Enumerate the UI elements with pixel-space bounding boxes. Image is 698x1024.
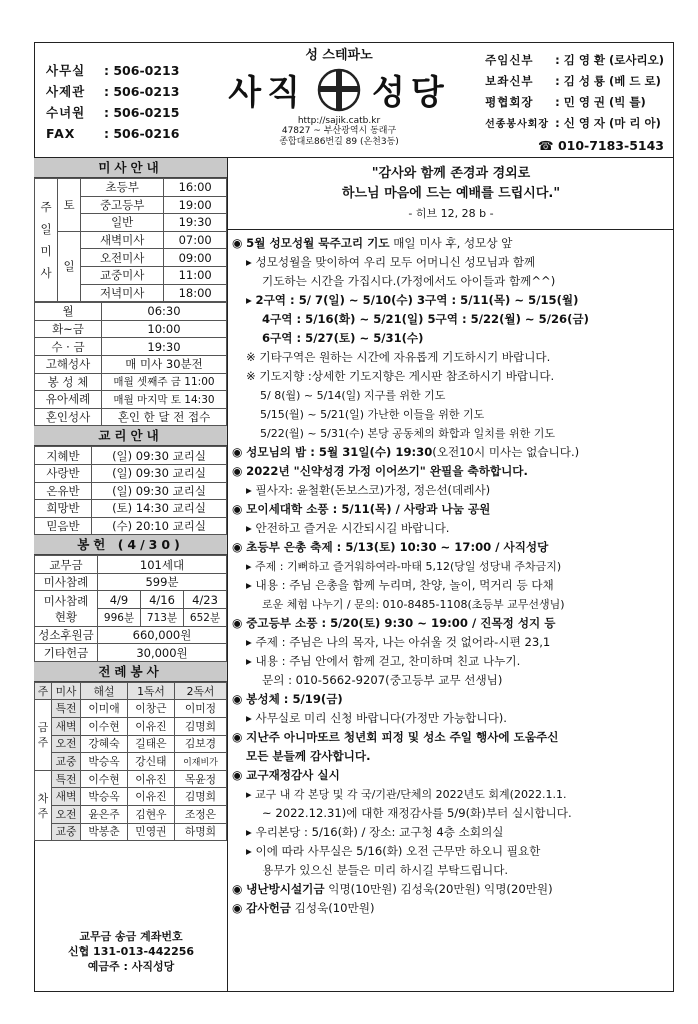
notice-line: 용무가 있으신 분들은 미리 하시길 부탁드립니다.: [262, 863, 509, 877]
bank-account: 신협 131-013-442256: [67, 945, 195, 958]
mass-slot: 특전: [52, 770, 81, 788]
attendance-date: 4/9: [98, 591, 141, 609]
sacrament-name: 혼인성사: [35, 408, 102, 426]
sunday-label: 일: [58, 231, 81, 301]
church-name: 사직 성당: [194, 65, 484, 114]
bullet-icon: ◉: [232, 882, 243, 896]
attendance-date: 4/23: [184, 591, 227, 609]
staff-list: [485, 50, 664, 156]
server-name: 이미정: [174, 700, 226, 718]
mass-name: 일반: [81, 214, 164, 232]
notice-line: 5/22(월) ~ 5/31(수) 본당 공동체의 화합과 일치를 위한 기도: [260, 427, 556, 440]
class-time: (일) 09:30 교리실: [92, 447, 227, 465]
staff-pastor: 주임신부 : 김 영 환 (로사리오): [485, 53, 664, 67]
notice-line: ▸ 사무실로 미리 신청 바랍니다(가정만 가능합니다).: [246, 711, 507, 725]
notice-line: ▸ 성모성월을 맞이하여 우리 모두 어머니신 성모님과 함께: [246, 255, 536, 269]
notice-mary-night: ◉ 성모님의 밤 : 5월 31일(수) 19:30(오전10시 미사는 없습니다.): [232, 445, 580, 459]
server-name: 길태은: [127, 735, 174, 753]
church-subtitle: 성 스테파노: [305, 48, 373, 63]
server-name: 박승옥: [81, 788, 128, 806]
offering-value: 599분: [98, 573, 227, 591]
notice-line: 5/ 8(월) ~ 5/14(일) 지구를 위한 기도: [260, 389, 446, 402]
main-content: [228, 158, 674, 992]
class-name: 사랑반: [35, 464, 92, 482]
mass-time: 11:00: [164, 266, 227, 284]
service-table: [34, 682, 227, 841]
catechism-heading: 교리안내: [34, 426, 227, 446]
bullet-icon: ◉: [232, 236, 243, 250]
mass-time: 19:30: [164, 214, 227, 232]
mass-slot: 오전: [52, 806, 81, 824]
contact-fax: FAX : 506-0216: [46, 126, 180, 141]
offering-value: 30,000원: [98, 644, 227, 662]
bullet-icon: ◉: [232, 692, 243, 706]
bullet-icon: ◉: [232, 730, 243, 744]
bank-holder: 예금주 : 사직성당: [87, 960, 175, 973]
staff-assistant: 보좌신부 : 김 성 룡 (베 드 로): [485, 74, 661, 88]
notice-line: ▸ 주제 : 기뻐하고 즐거워하여라-마태 5,12(당일 성당내 주차금지): [246, 560, 562, 573]
server-name: 강신태: [127, 753, 174, 771]
address-line-2: 종합대로86번길 89 (온천3동): [279, 137, 399, 147]
offering-label: 기타헌금: [35, 644, 98, 662]
server-name: 윤은주: [81, 806, 128, 824]
saturday-label: 토: [58, 179, 81, 232]
notice-line: ▸ 내용 : 주님 안에서 함께 걷고, 찬미하며 친교 나누기.: [246, 654, 521, 668]
notice-moise: ◉ 모이세대학 소풍 : 5/11(목) / 사랑과 나눔 공원: [232, 502, 491, 516]
notice-line: 모든 분들께 감사합니다.: [246, 749, 371, 763]
service-col: 주: [35, 682, 52, 700]
weekday-time: 10:00: [102, 320, 227, 338]
attendance-status-label: 미사참례 현황: [35, 591, 98, 626]
mass-time: 16:00: [164, 179, 227, 197]
this-week-label: 금주: [35, 700, 52, 770]
phone-number: ☎ 010-7183-5143: [538, 138, 664, 153]
offering-label: 교무금: [35, 556, 98, 574]
class-name: 지혜반: [35, 447, 92, 465]
header: [34, 42, 674, 158]
offering-label: 성소후원금: [35, 626, 98, 644]
notice-rosary: ◉ 5월 성모성월 묵주고리 기도 매일 미사 후, 성모상 앞: [232, 236, 513, 250]
offering-label: 미사참례: [35, 573, 98, 591]
bullet-icon: ◉: [232, 901, 243, 915]
address-line-1: 47827 ~ 부산광역시 동래구: [281, 126, 397, 136]
notice-line: 기도하는 시간을 가집시다.(가정에서도 아이들과 함께^^): [262, 274, 556, 288]
quote-line: 하느님 마음에 드는 예배를 드립시다.": [341, 186, 561, 201]
server-name: 이창근: [127, 700, 174, 718]
notice-line: ▸ 필사자: 윤철환(돈보스코)가정, 정은선(데레사): [246, 483, 491, 497]
quote-line: "감사와 함께 존경과 경외로: [371, 166, 531, 181]
service-heading: 전례봉사: [34, 662, 227, 682]
notice-line: 문의 : 010-5662-9207(중고등부 교무 선생님): [262, 673, 503, 687]
mass-slot: 오전: [52, 735, 81, 753]
bullet-icon: ◉: [232, 540, 243, 554]
server-name: 김명희: [174, 718, 226, 736]
server-name: 조정은: [174, 806, 226, 824]
mass-name: 오전미사: [81, 249, 164, 267]
contact-list: [46, 60, 179, 144]
weekday-time: 19:30: [102, 338, 227, 356]
offering-heading: 봉헌 (4/30): [34, 535, 227, 555]
mass-slot: 교중: [52, 753, 81, 771]
staff-council: 평협회장 : 민 영 권 (빅 틀): [485, 95, 646, 109]
mass-name: 교중미사: [81, 266, 164, 284]
service-col: 2독서: [174, 682, 226, 700]
notice-line: 4구역 : 5/16(화) ~ 5/21(일) 5구역 : 5/22(월) ~ 5/26(금): [262, 312, 589, 326]
service-col: 미사: [52, 682, 81, 700]
notice-line: ▸ 안전하고 즐거운 시간되시길 바랍니다.: [246, 521, 450, 535]
server-name: 민영권: [127, 823, 174, 841]
class-name: 희망반: [35, 500, 92, 518]
class-time: (일) 09:30 교리실: [92, 482, 227, 500]
notice-hvac-fund: ◉ 냉난방시설기금 익명(10만원) 김성욱(20만원) 익명(20만원): [232, 882, 553, 896]
bullet-icon: ◉: [232, 445, 243, 459]
notice-youth: ◉ 중고등부 소풍 : 5/20(토) 9:30 ~ 19:00 / 진목정 성지 등: [232, 616, 556, 630]
scripture-quote: [228, 158, 674, 230]
sidebar: [34, 158, 228, 992]
bullet-icon: ◉: [232, 502, 243, 516]
notice-line: ▸ 교구 내 각 본당 및 각 국/기관/단체의 2022년도 회계(2022.1.1.: [246, 788, 567, 801]
notice-audit: ◉ 교구재정감사 실시: [232, 768, 340, 782]
service-col: 1독서: [127, 682, 174, 700]
catechism-table: [34, 446, 227, 535]
server-name: 이수현: [81, 770, 128, 788]
attendance-count: 652분: [184, 609, 227, 627]
notice-line: ▸ 우리본당 : 5/16(화) / 장소: 교구청 4층 소회의실: [246, 825, 504, 839]
bullet-icon: ◉: [232, 464, 243, 478]
notice-elementary: ◉ 초등부 은총 축제 : 5/13(토) 10:30 ~ 17:00 / 사직성당: [232, 540, 549, 554]
bank-title: 교무금 송금 계좌번호: [79, 930, 183, 943]
website-link[interactable]: http://sajik.catb.kr: [297, 116, 381, 126]
mass-name: 초등부: [81, 179, 164, 197]
class-time: (토) 14:30 교리실: [92, 500, 227, 518]
offering-value: 660,000원: [98, 626, 227, 644]
server-name: 강혜숙: [81, 735, 128, 753]
server-name: 목윤정: [174, 770, 226, 788]
weekday-name: 수 · 금: [35, 338, 102, 356]
server-name: 이수현: [81, 718, 128, 736]
attendance-count: 996분: [98, 609, 141, 627]
service-col: 해설: [81, 682, 128, 700]
offering-value: 101세대: [98, 556, 227, 574]
notice-line: ▸ 내용 : 주님 은총을 함께 누리며, 찬양, 놀이, 먹거리 등 다채: [246, 578, 554, 592]
mass-name: 저녁미사: [81, 284, 164, 302]
sacrament-name: 고해성사: [35, 355, 102, 373]
staff-funeral: 선종봉사회장 : 신 영 자 (마 리 아): [485, 116, 661, 130]
notice-line: ▸ 주제 : 주님은 나의 목자, 나는 아쉬울 것 없어라-시편 23,1: [246, 635, 551, 649]
notice-line: ~ 2022.12.31)에 대한 재정감사를 5/9(화)부터 실시합니다.: [262, 806, 572, 820]
server-name: 이유진: [127, 770, 174, 788]
mass-slot: 교중: [52, 823, 81, 841]
contact-office: 사무실 : 506-0213: [46, 63, 180, 78]
notice-line: 6구역 : 5/27(토) ~ 5/31(수): [262, 331, 424, 345]
class-time: (수) 20:10 교리실: [92, 517, 227, 535]
notice-bible-copy: ◉ 2022년 "신약성경 가정 이어쓰기" 완필을 축하합니다.: [232, 464, 528, 478]
notice-thanks-offering: ◉ 감사헌금 김성욱(10만원): [232, 901, 375, 915]
server-name: 김명희: [174, 788, 226, 806]
weekday-name: 월: [35, 303, 102, 321]
next-week-label: 차주: [35, 770, 52, 840]
weekday-time: 06:30: [102, 303, 227, 321]
attendance-count: 713분: [141, 609, 184, 627]
notice-list: [228, 230, 674, 918]
class-time: (일) 09:30 교리실: [92, 464, 227, 482]
server-name: 이유진: [127, 718, 174, 736]
server-name: 김보경: [174, 735, 226, 753]
bullet-icon: ◉: [232, 616, 243, 630]
class-name: 온유반: [35, 482, 92, 500]
server-name: 이미애: [81, 700, 128, 718]
attendance-date: 4/16: [141, 591, 184, 609]
mass-time: 09:00: [164, 249, 227, 267]
bank-info: [34, 929, 228, 974]
server-name: 박봉춘: [81, 823, 128, 841]
sunday-mass-label: 주일미사: [35, 179, 58, 302]
mass-time: 07:00: [164, 231, 227, 249]
sacrament-name: 유아세례: [35, 391, 102, 409]
server-name: 하명희: [174, 823, 226, 841]
notice-line: ※ 기타구역은 원하는 시간에 자유롭게 기도하시기 바랍니다.: [246, 350, 551, 364]
contact-convent: 수녀원 : 506-0215: [46, 105, 180, 120]
church-title-block: [194, 42, 484, 158]
notice-line: ※ 기도지향 :상세한 기도지향은 게시판 참조하시기 바랍니다.: [246, 369, 555, 383]
contact-rectory: 사제관 : 506-0213: [46, 84, 180, 99]
weekday-name: 화~금: [35, 320, 102, 338]
mass-name: 중고등부: [81, 196, 164, 214]
notice-line: ▸ 이에 따라 사무실은 5/16(화) 오전 근무만 하오니 필요한: [246, 844, 541, 858]
mass-slot: 새벽: [52, 718, 81, 736]
quote-source: - 히브 12, 28 b -: [408, 207, 494, 220]
notice-line: 로운 체험 나누기 / 문의: 010-8485-1108(초등부 교무선생님): [262, 598, 565, 611]
mass-time: 18:00: [164, 284, 227, 302]
notice-line: ▸ 2구역 : 5/ 7(일) ~ 5/10(수) 3구역 : 5/11(목) ~ 5/15(월): [246, 293, 579, 307]
server-name: 이재비가: [174, 753, 226, 771]
server-name: 이유진: [127, 788, 174, 806]
sacrament-name: 봉 성 체: [35, 373, 102, 391]
sacrament-info: 혼인 한 달 전 접수: [102, 408, 227, 426]
weekday-table: [34, 302, 227, 426]
mass-slot: 새벽: [52, 788, 81, 806]
mass-heading: 미사안내: [34, 158, 227, 178]
sacrament-info: 매월 마지막 토 14:30: [102, 391, 227, 409]
sacrament-info: 매 미사 30분전: [102, 355, 227, 373]
notice-communion: ◉ 봉성체 : 5/19(금): [232, 692, 343, 706]
notice-thanks: ◉ 지난주 아니마또르 청년회 피정 및 성소 주일 행사에 도움주신: [232, 730, 559, 744]
church-cross-icon: [316, 67, 362, 113]
mass-slot: 특전: [52, 700, 81, 718]
server-name: 박승옥: [81, 753, 128, 771]
mass-name: 새벽미사: [81, 231, 164, 249]
bullet-icon: ◉: [232, 768, 243, 782]
class-name: 믿음반: [35, 517, 92, 535]
mass-time: 19:00: [164, 196, 227, 214]
sacrament-info: 매월 셋째주 금 11:00: [102, 373, 227, 391]
server-name: 김현우: [127, 806, 174, 824]
notice-line: 5/15(월) ~ 5/21(일) 가난한 이들을 위한 기도: [260, 408, 485, 421]
offering-table: [34, 555, 227, 662]
mass-table: [34, 178, 227, 302]
